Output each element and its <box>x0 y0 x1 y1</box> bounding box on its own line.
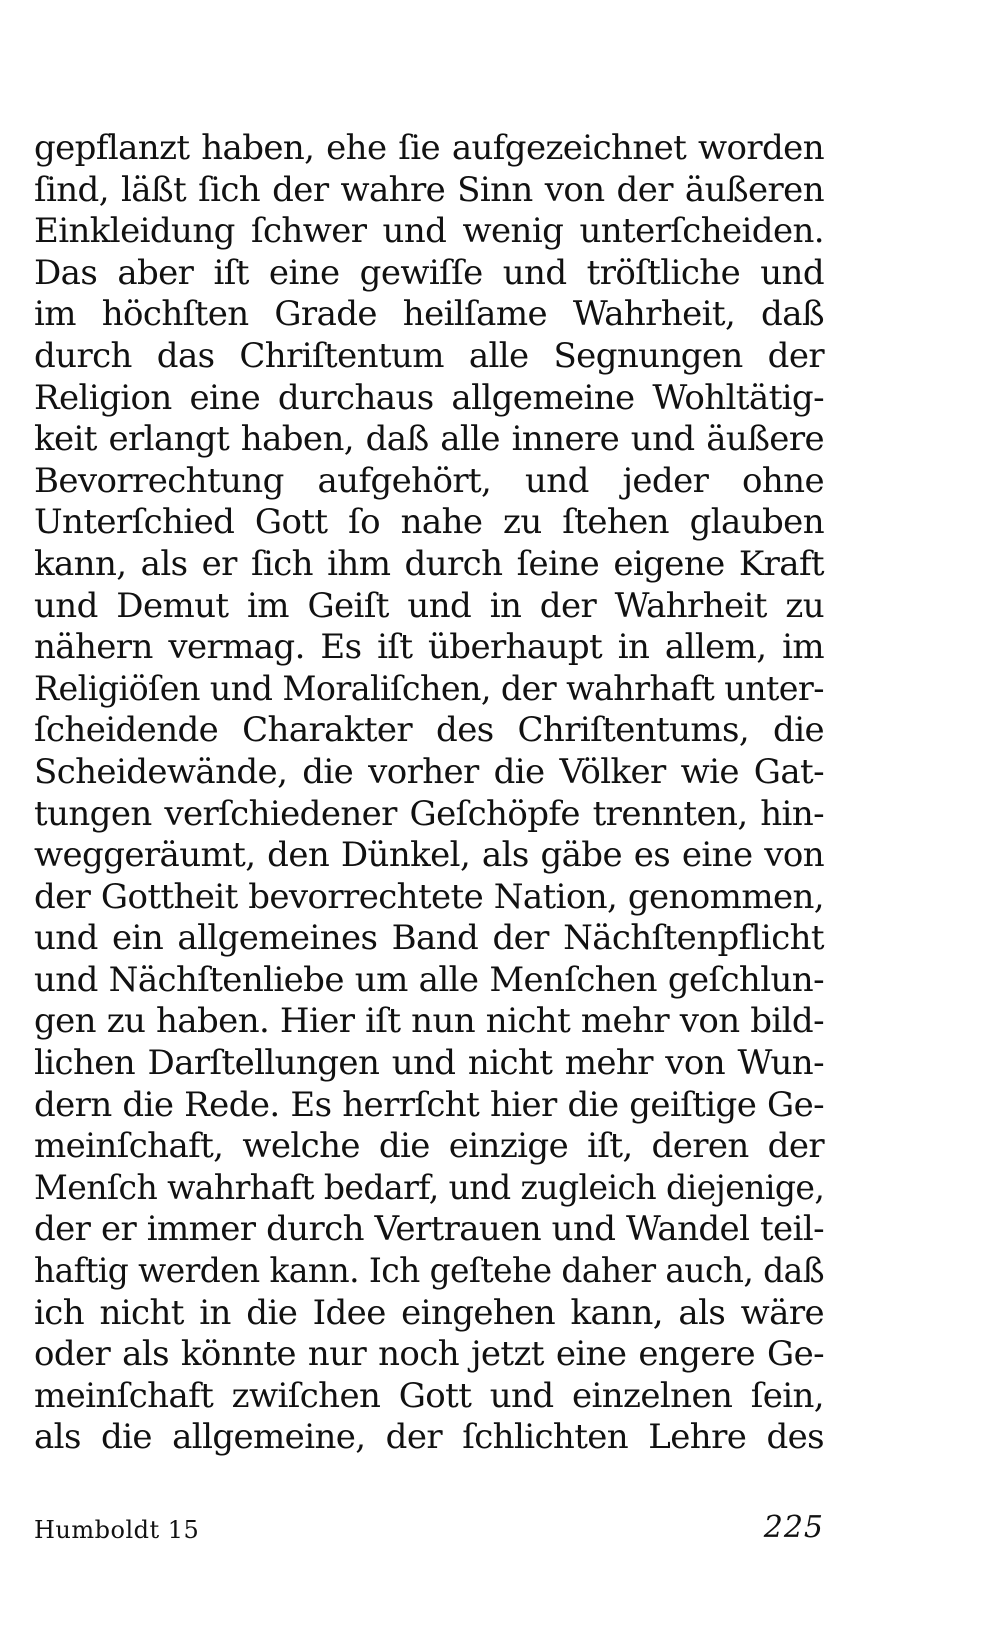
text-line: Das aber iſt eine gewiſſe und tröſtliche und <box>34 252 824 293</box>
text-line: der Gottheit bevorrechtete Nation, genommen, <box>34 876 824 917</box>
text-line: tungen verſchiedener Geſchöpfe trennten, hin- <box>34 793 824 834</box>
page-number: 225 <box>763 1510 824 1545</box>
text-line: ich nicht in die Idee eingehen kann, als wäre <box>34 1292 824 1333</box>
text-line: Einkleidung ſchwer und wenig unterſcheiden. <box>34 211 824 252</box>
text-line: ſcheidende Charakter des Chriſtentums, die <box>34 710 824 751</box>
body-text <box>34 128 824 1459</box>
text-line: gen zu haben. Hier iſt nun nicht mehr von bild- <box>34 1001 824 1042</box>
text-line: als die allgemeine, der ſchlichten Lehre des <box>34 1417 824 1458</box>
text-line: der er immer durch Vertrauen und Wandel teil- <box>34 1209 824 1250</box>
page-footer <box>34 1510 824 1550</box>
text-line: ſind, läßt ſich der wahre Sinn von der äußeren <box>34 169 824 210</box>
text-line: im höchſten Grade heilſame Wahrheit, daß <box>34 294 824 335</box>
text-line: Menſch wahrhaft bedarf, und zugleich diejenige, <box>34 1167 825 1208</box>
printer-signature: Humboldt 15 <box>34 1516 200 1544</box>
text-line: oder als könnte nur noch jetzt eine engere Ge- <box>34 1334 824 1375</box>
text-line: Bevorrechtung aufgehört, und jeder ohne <box>34 460 824 501</box>
text-line: Religiöſen und Moraliſchen, der wahrhaft unter- <box>34 668 824 709</box>
text-line: keit erlangt haben, daß alle innere und äußere <box>34 419 824 460</box>
text-line: meinſchaft zwiſchen Gott und einzelnen ſein, <box>34 1375 824 1416</box>
text-line: meinſchaft, welche die einzige iſt, deren der <box>34 1126 824 1167</box>
text-line: lichen Darſtellungen und nicht mehr von Wun- <box>34 1043 824 1084</box>
text-line: nähern vermag. Es iſt überhaupt in allem, im <box>34 627 824 668</box>
text-line: und Demut im Geiſt und in der Wahrheit zu <box>34 585 824 626</box>
text-line: und Nächſtenliebe um alle Menſchen geſchlun- <box>34 959 824 1000</box>
text-line: und ein allgemeines Band der Nächſtenpflicht <box>34 918 824 959</box>
text-line: Religion eine durchaus allgemeine Wohltätig- <box>34 377 824 418</box>
text-line: durch das Chriſtentum alle Segnungen der <box>34 335 824 376</box>
text-line: haftig werden kann. Ich geſtehe daher auch, daß <box>34 1251 825 1292</box>
text-line: Scheidewände, die vorher die Völker wie Gat- <box>34 751 824 792</box>
text-line: kann, als er ſich ihm durch ſeine eigene Kraft <box>34 543 824 584</box>
text-line: weggeräumt, den Dünkel, als gäbe es eine von <box>34 835 824 876</box>
text-line: gepflanzt haben, ehe ſie aufgezeichnet worden <box>34 128 824 168</box>
text-line: Unterſchied Gott ſo nahe zu ſtehen glauben <box>34 502 824 543</box>
text-line: dern die Rede. Es herrſcht hier die geiſtige Ge- <box>34 1084 824 1125</box>
